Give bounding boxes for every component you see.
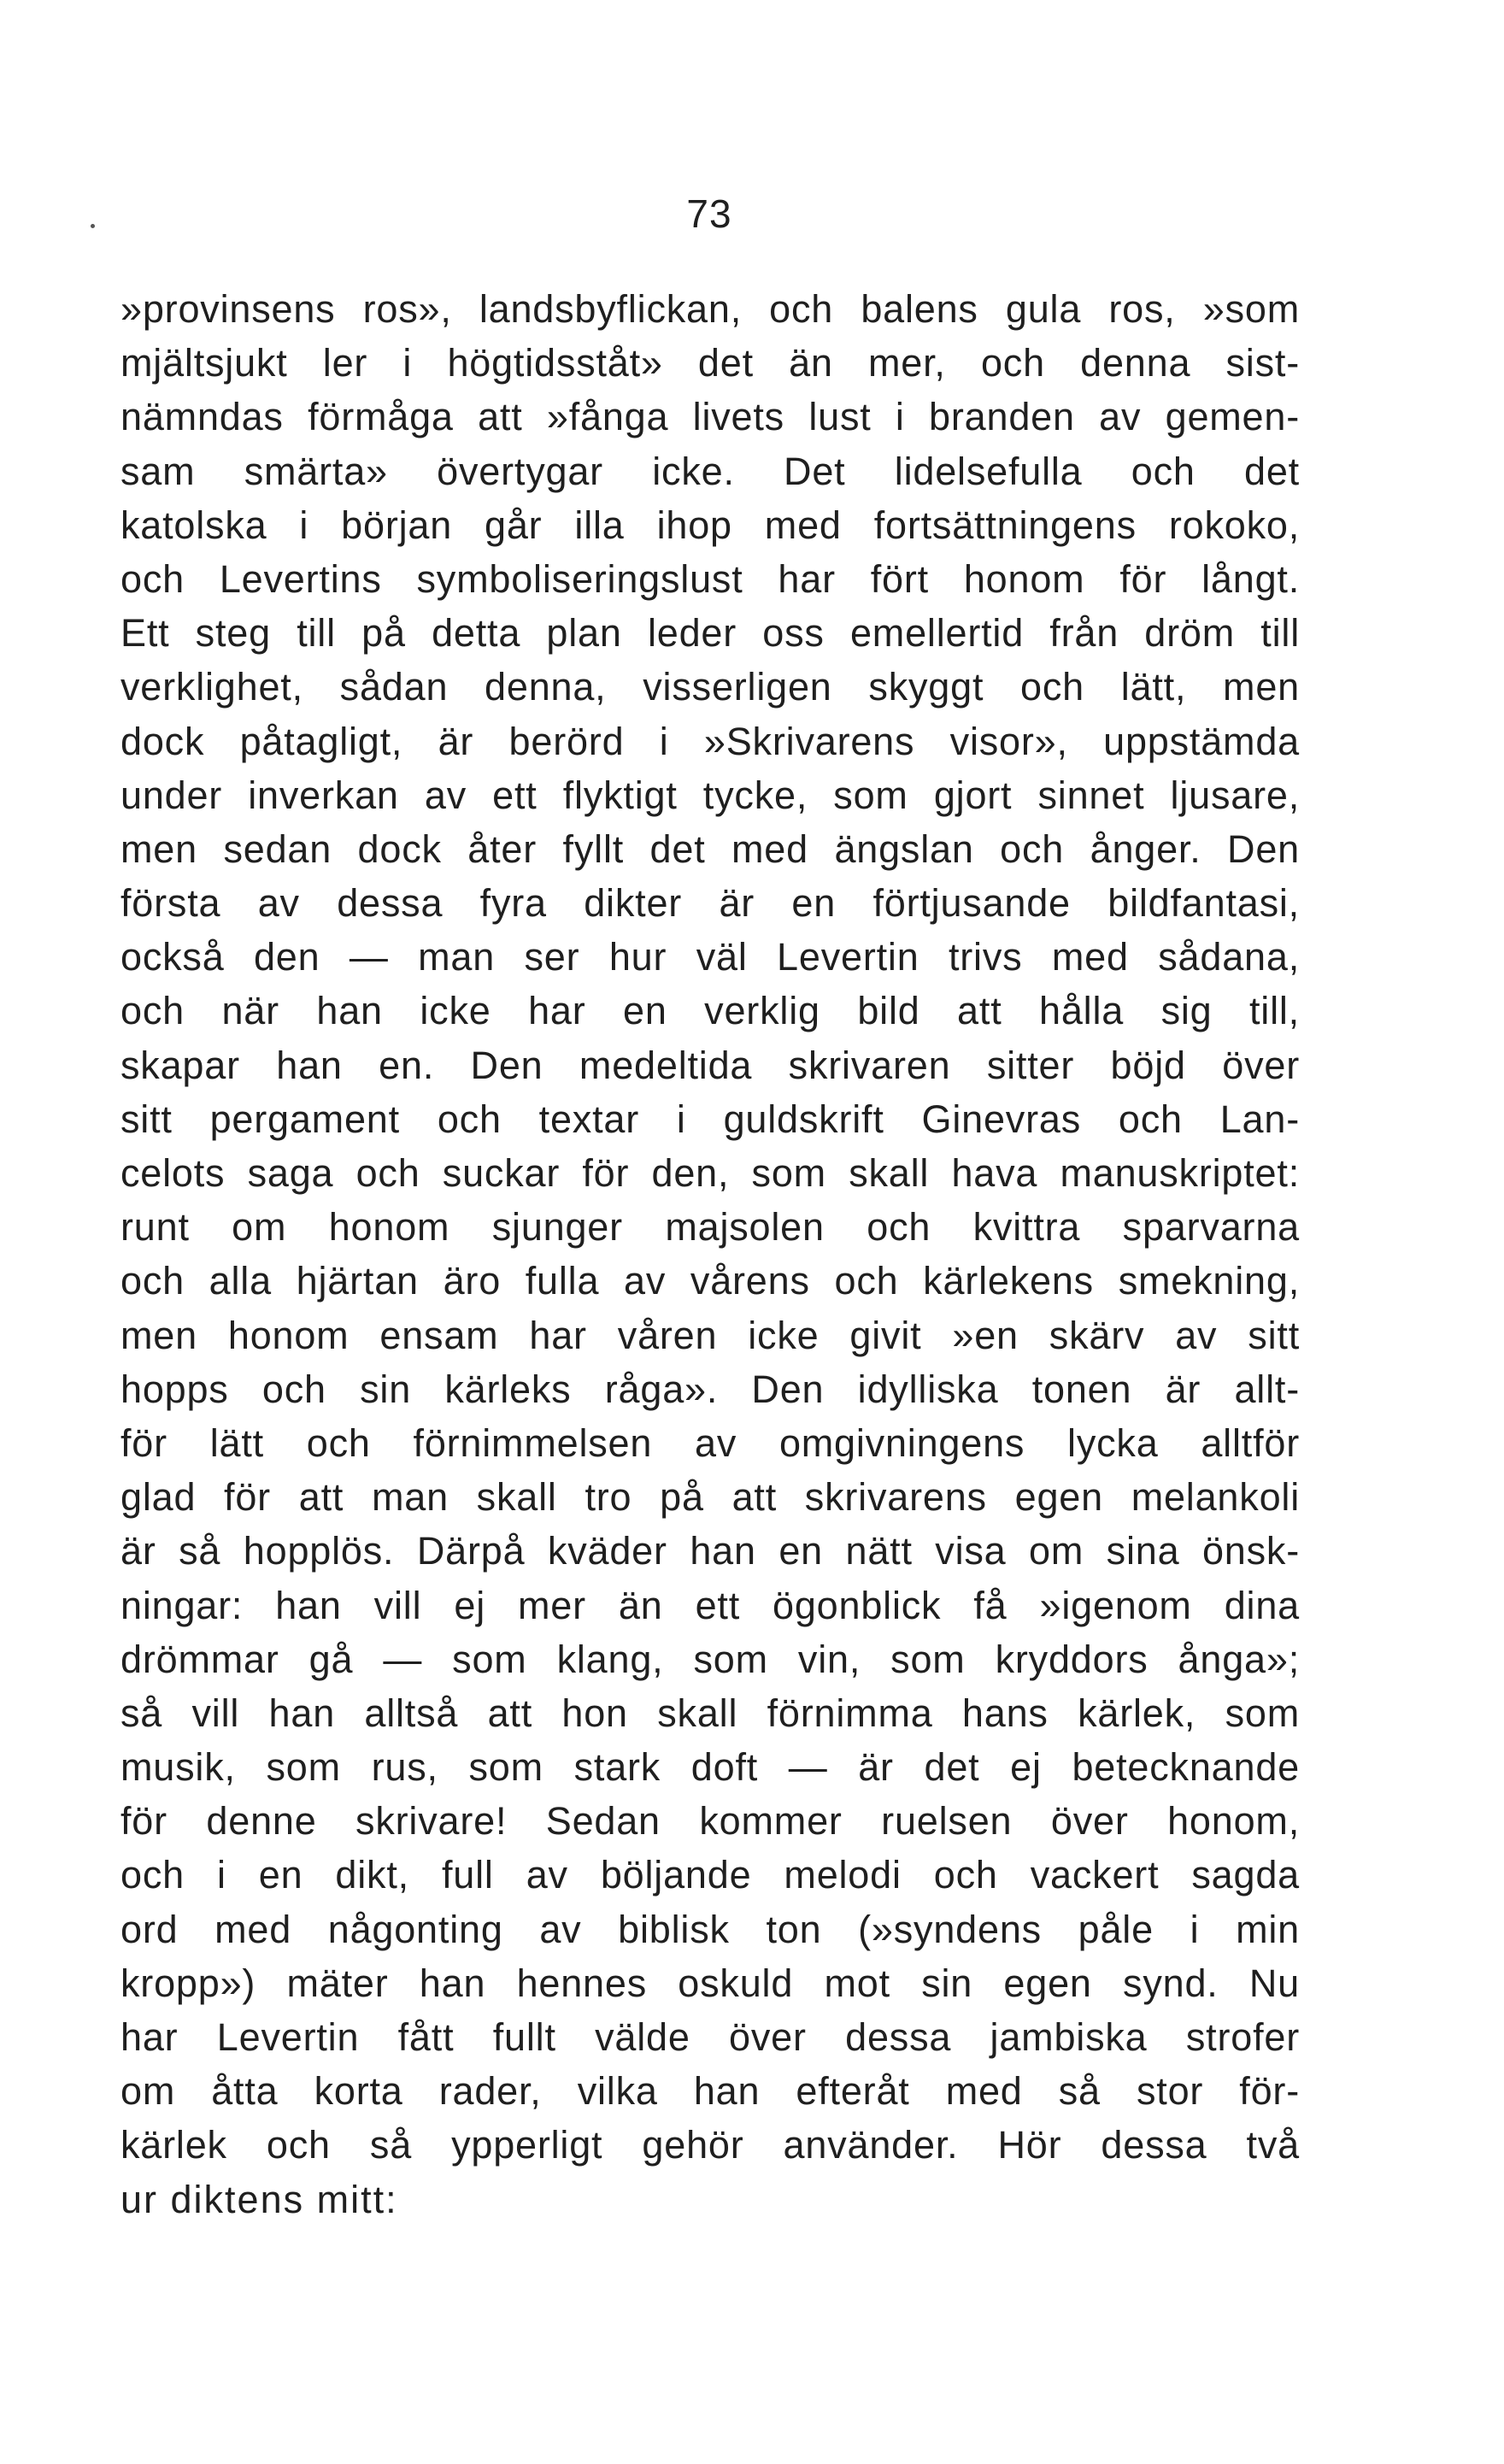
- text-line: men honom ensam har våren icke givit »en skärv av sitt: [120, 1313, 1300, 1357]
- text-line: första av dessa fyra dikter är en förtjusande bildfantasi,: [120, 881, 1300, 926]
- text-line: nämndas förmåga att »fånga livets lust i branden av gemen-: [120, 395, 1300, 439]
- text-line: hopps och sin kärleks råga». Den idylliska tonen är allt-: [120, 1367, 1300, 1411]
- text-line: också den — man ser hur väl Levertin trivs med sådana,: [120, 935, 1300, 979]
- text-line: ord med någonting av biblisk ton (»syndens påle i min: [120, 1907, 1300, 1951]
- text-line: glad för att man skall tro på att skrivarens egen melankoli: [120, 1475, 1300, 1520]
- text-line: har Levertin fått fullt välde över dessa jambiska strofer: [120, 2015, 1300, 2059]
- page-number: 73: [686, 191, 732, 236]
- text-line: musik, som rus, som stark doft — är det ej betecknande: [120, 1745, 1300, 1790]
- text-line: celots saga och suckar för den, som skall hava manuskriptet:: [120, 1151, 1300, 1195]
- text-line: och alla hjärtan äro fulla av vårens och kärlekens smekning,: [120, 1259, 1300, 1303]
- text-line: sitt pergament och textar i guldskrift Ginevras och Lan-: [120, 1097, 1300, 1141]
- text-line: drömmar gå — som klang, som vin, som kryddors ånga»;: [120, 1637, 1300, 1681]
- text-line: så vill han alltså att hon skall förnimma hans kärlek, som: [120, 1691, 1300, 1735]
- text-line: sam smärta» övertygar icke. Det lidelsefulla och det: [120, 449, 1300, 493]
- text-line: dock påtagligt, är berörd i »Skrivarens visor», uppstämda: [120, 719, 1300, 763]
- text-line: Ett steg till på detta plan leder oss emellertid från dröm till: [120, 611, 1300, 656]
- text-line: och när han icke har en verklig bild att hålla sig till,: [120, 989, 1300, 1033]
- text-line: mjältsjukt ler i högtidsståt» det än mer, och denna sist-: [120, 341, 1300, 385]
- text-line: skapar han en. Den medeltida skrivaren sitter böjd över: [120, 1043, 1300, 1087]
- text-line: runt om honom sjunger majsolen och kvittra sparvarna: [120, 1205, 1300, 1250]
- text-line: verklighet, sådan denna, visserligen skyggt och lätt, men: [120, 665, 1300, 709]
- text-line: men sedan dock åter fyllt det med ängslan och ånger. Den: [120, 826, 1300, 871]
- text-line-final: ur diktens mitt:: [120, 2177, 398, 2221]
- text-line: ningar: han vill ej mer än ett ögonblick få »igenom dina: [120, 1583, 1300, 1627]
- text-line: är så hopplös. Därpå kväder han en nätt visa om sina önsk-: [120, 1529, 1300, 1573]
- text-line: kropp») mäter han hennes oskuld mot sin egen synd. Nu: [120, 1961, 1300, 2005]
- text-line: kärlek och så ypperligt gehör använder. Hör dessa två: [120, 2123, 1300, 2167]
- text-line: och i en dikt, full av böljande melodi och vackert sagda: [120, 1853, 1300, 1897]
- text-line: och Levertins symboliseringslust har fört honom för långt.: [120, 556, 1300, 601]
- body-paragraph: [120, 282, 1300, 2226]
- text-line: för lätt och förnimmelsen av omgivningens lycka alltför: [120, 1420, 1300, 1465]
- text-line: för denne skrivare! Sedan kommer ruelsen över honom,: [120, 1799, 1300, 1844]
- text-line: under inverkan av ett flyktigt tycke, som gjort sinnet ljusare,: [120, 773, 1300, 817]
- text-line: om åtta korta rader, vilka han efteråt med så stor för-: [120, 2069, 1300, 2114]
- text-line: katolska i början går illa ihop med fortsättningens rokoko,: [120, 503, 1300, 547]
- text-line: »provinsens ros», landsbyflickan, och balens gula ros, »som: [120, 287, 1300, 331]
